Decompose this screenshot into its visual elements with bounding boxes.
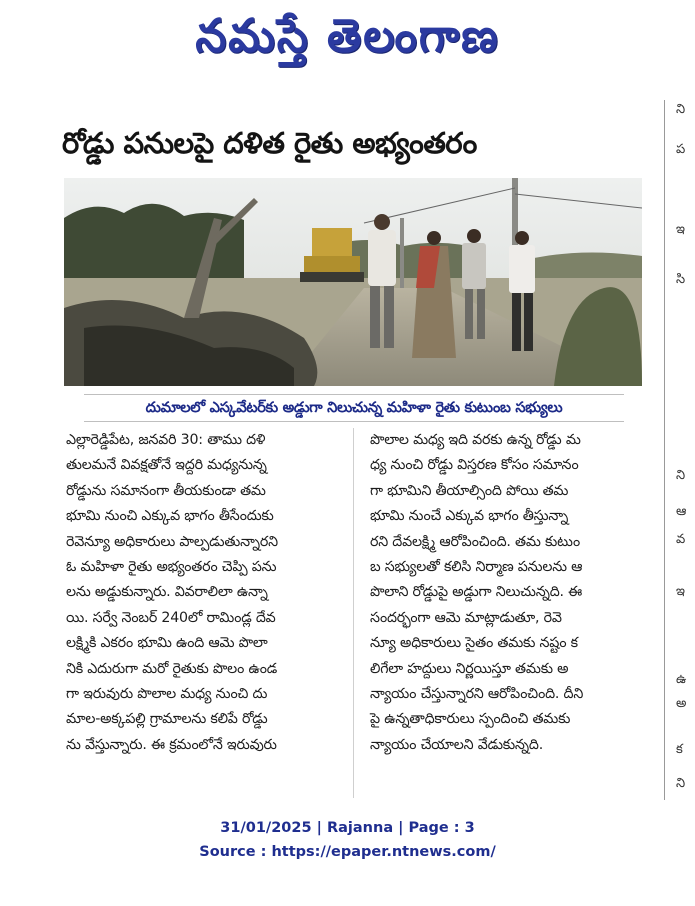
text-line: ఓ మహిళా రైతు అభ్యంతరం చెప్పి పను: [66, 559, 277, 576]
masthead-title: నమస్తే తెలంగాణ: [195, 9, 500, 64]
adjacent-article-divider: [664, 100, 665, 800]
text-line: యి. సర్వే నెంబర్ 240లో రామిండ్ల దేవ: [66, 609, 276, 626]
text-line: ఎల్లారెడ్డిపేట, జనవరి 30: తాము దళి: [66, 432, 266, 448]
text-line: భూమి నుంచి ఎక్కువ భాగం తీసేందుకు: [66, 508, 274, 525]
text-line: లక్ష్మికి ఎకరం భూమి ఉంది ఆమె పొలా: [66, 635, 268, 652]
footer-date-edition: 31/01/2025 | Rajanna | Page : 3: [220, 820, 475, 836]
text-line: గా భూమిని తీయాల్సింది పోయి తమ: [370, 482, 569, 499]
text-line: బ సభ్యులతో కలిసి నిర్మాణ పనులను ఆ: [370, 559, 583, 576]
fragment-glyph: ని: [676, 468, 686, 483]
text-line: న్యాయం చేస్తున్నారని ఆరోపించింది. దీని: [370, 686, 584, 703]
fragment-glyph: ని: [676, 776, 686, 791]
text-line: పై ఉన్నతాధికారులు స్పందించి తమకు: [370, 711, 571, 728]
text-line: మాల-అక్కపల్లి గ్రామాలను కలిపే రోడ్డు: [66, 711, 268, 728]
photo-caption: దుమాలలో ఎస్కవేటర్‌కు అడ్డుగా నిలుచున్న మహిళా రైతు కుటుంబ సభ్యులు: [84, 394, 624, 422]
text-line: రని దేవలక్ష్మి ఆరోపించింది. తమ కుటుం: [370, 533, 580, 550]
text-line: పొలాని రోడ్డుపై అడ్డుగా నిలుచున్నది. ఈ: [370, 584, 583, 601]
text-line: గా ఇరువురు పొలాల మధ్య నుంచి దు: [66, 686, 268, 703]
newspaper-masthead: [0, 2, 695, 72]
fragment-glyph: అ: [676, 696, 687, 711]
footer-source-link[interactable]: Source : https://epaper.ntnews.com/: [199, 844, 496, 860]
text-line: రోడ్డును సమానంగా తీయకుండా తమ: [66, 482, 266, 499]
fragment-glyph: వ: [676, 532, 686, 547]
text-line: సందర్భంగా ఆమె మాట్లాడుతూ, రెవె: [370, 609, 562, 626]
adjacent-article-fragment: [670, 100, 695, 800]
fragment-glyph: ఇ: [676, 222, 685, 237]
fragment-glyph: సి: [676, 272, 686, 287]
text-line: నికి ఎదురుగా మరో రైతుకు పొలం ఉండ: [66, 660, 278, 677]
text-line: తులమనే వివక్షతోనే ఇద్దరి మధ్యనున్న: [66, 457, 267, 474]
text-line: లిగేలా హద్దులు నిర్ణయిస్తూ తమకు అ: [370, 660, 569, 677]
fragment-glyph: ని: [676, 102, 686, 117]
text-line: పొలాల మధ్య ఇది వరకు ఉన్న రోడ్డు మ: [370, 432, 581, 448]
text-line: రెవెన్యూ అధికారులు పాల్పడుతున్నారని: [66, 533, 278, 550]
text-line: ధ్య నుంచి రోడ్డు విస్తరణ కోసం సమానం: [370, 457, 579, 474]
fragment-glyph: ప: [676, 142, 686, 157]
fragment-glyph: క: [676, 742, 683, 757]
text-line: లను అడ్డుకున్నారు. వివరాలిలా ఉన్నా: [66, 584, 268, 601]
article-headline: రోడ్డు పనులపై దళిత రైతు అభ్యంతరం: [62, 126, 477, 160]
text-line: ను వేస్తున్నారు. ఈ క్రమంలోనే ఇరువురు: [66, 736, 277, 753]
fragment-glyph: ఇ: [676, 584, 685, 599]
text-line: భూమి నుంచే ఎక్కువ భాగం తీస్తున్నా: [370, 508, 569, 525]
article-column-right: [370, 428, 640, 758]
column-divider: [353, 428, 354, 798]
text-line: న్యాయం చేయాలని వేడుకున్నది.: [370, 736, 544, 753]
text-line: న్యూ అధికారులు సైతం తమకు నష్టం క: [370, 635, 578, 652]
fragment-glyph: ఆ: [676, 504, 687, 519]
fragment-glyph: ఉ: [676, 672, 687, 687]
photo-illustration: [64, 178, 642, 386]
article-column-left: [66, 428, 336, 758]
article-photo: [64, 178, 642, 386]
page-footer: [0, 816, 695, 864]
